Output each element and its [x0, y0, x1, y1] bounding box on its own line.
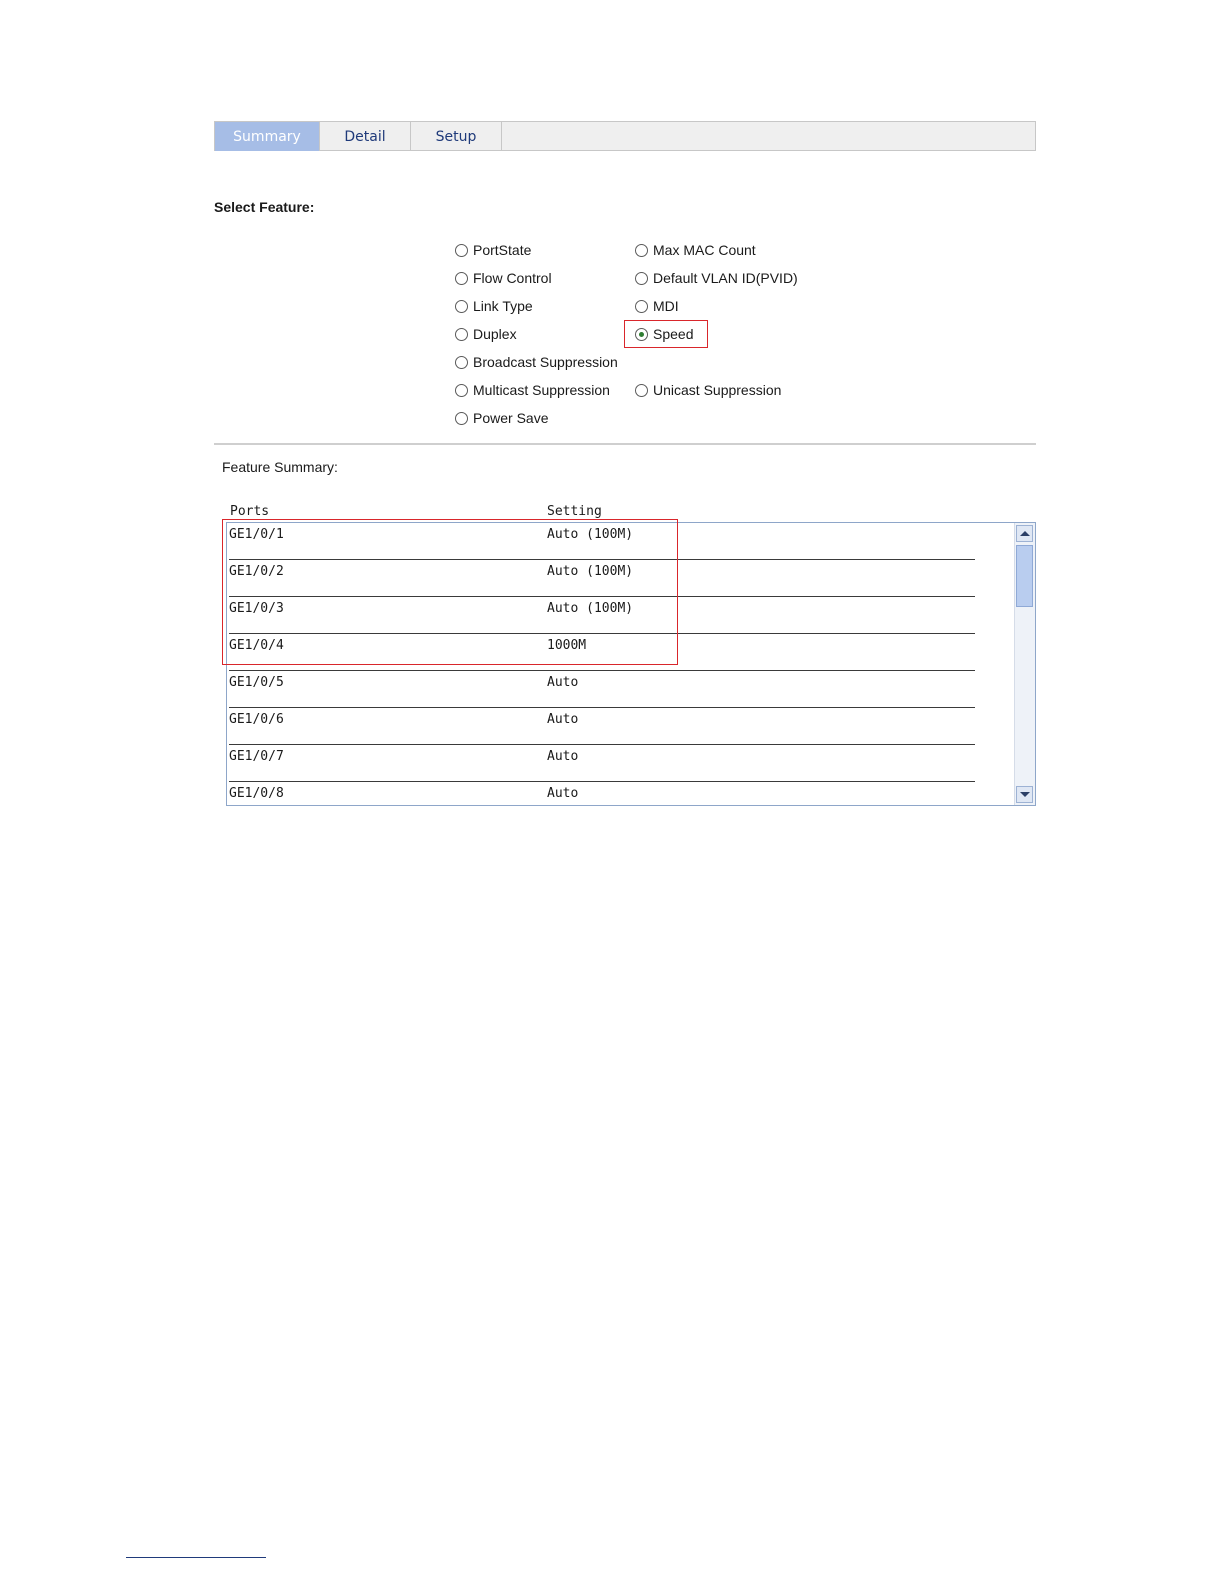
radio-label: PortState	[473, 242, 532, 258]
table-row	[229, 782, 975, 806]
radio-circle-icon	[635, 272, 648, 285]
port-cell: GE1/0/7	[229, 749, 284, 764]
port-cell: GE1/0/3	[229, 601, 284, 616]
table-row	[229, 671, 975, 708]
radio-circle-icon	[635, 300, 648, 313]
radio-circle-icon	[455, 300, 468, 313]
table-row	[229, 745, 975, 782]
radio-flow-control[interactable]	[455, 268, 552, 288]
section-divider	[214, 443, 1036, 445]
scroll-down-arrow-icon[interactable]	[1016, 786, 1033, 803]
radio-label: Link Type	[473, 298, 533, 314]
setting-cell: 1000M	[547, 638, 587, 653]
radio-label: MDI	[653, 298, 679, 314]
radio-max-mac-count[interactable]	[635, 240, 756, 260]
setting-cell: Auto (100M)	[547, 564, 634, 579]
radio-label: Broadcast Suppression	[473, 354, 618, 370]
radio-duplex[interactable]	[455, 324, 517, 344]
tab-detail[interactable]: Detail	[320, 122, 411, 151]
radio-power-save[interactable]	[455, 408, 548, 428]
feature-summary-label: Feature Summary:	[222, 459, 338, 475]
radio-label: Max MAC Count	[653, 242, 756, 258]
port-cell: GE1/0/2	[229, 564, 284, 579]
radio-circle-icon	[455, 412, 468, 425]
setting-cell: Auto	[547, 675, 579, 690]
rows-highlight-box	[222, 519, 678, 665]
radio-circle-icon	[455, 328, 468, 341]
setting-cell: Auto (100M)	[547, 601, 634, 616]
footer-rule	[126, 1557, 266, 1558]
vertical-scrollbar[interactable]	[1014, 523, 1035, 805]
radio-label: Default VLAN ID(PVID)	[653, 270, 798, 286]
tab-bar	[214, 121, 1036, 151]
radio-circle-icon	[455, 384, 468, 397]
radio-broadcast-suppression[interactable]	[455, 352, 618, 372]
table-row	[229, 708, 975, 745]
scroll-up-arrow-icon[interactable]	[1016, 525, 1033, 542]
column-header-ports: Ports	[230, 504, 270, 519]
radio-circle-icon	[455, 244, 468, 257]
radio-label: Duplex	[473, 326, 517, 342]
radio-label: Multicast Suppression	[473, 382, 610, 398]
column-header-setting: Setting	[547, 504, 602, 519]
radio-circle-icon	[635, 244, 648, 257]
radio-label: Power Save	[473, 410, 549, 426]
setting-cell: Auto	[547, 786, 579, 801]
port-cell: GE1/0/6	[229, 712, 284, 727]
radio-mdi[interactable]	[635, 296, 679, 316]
radio-circle-icon	[455, 272, 468, 285]
select-feature-label: Select Feature:	[214, 199, 315, 215]
radio-label: Speed	[653, 326, 694, 342]
radio-unicast-suppression[interactable]	[635, 380, 781, 400]
setting-cell: Auto	[547, 712, 579, 727]
scrollbar-thumb[interactable]	[1016, 545, 1033, 607]
port-cell: GE1/0/4	[229, 638, 284, 653]
radio-portstate[interactable]	[455, 240, 531, 260]
port-cell: GE1/0/1	[229, 527, 284, 542]
setting-cell: Auto (100M)	[547, 527, 634, 542]
radio-link-type[interactable]	[455, 296, 533, 316]
radio-multicast-suppression[interactable]	[455, 380, 610, 400]
setting-cell: Auto	[547, 749, 579, 764]
port-cell: GE1/0/8	[229, 786, 284, 801]
radio-circle-icon	[455, 356, 468, 369]
speed-highlight-box	[624, 320, 708, 348]
radio-label: Unicast Suppression	[653, 382, 782, 398]
radio-circle-icon	[635, 384, 648, 397]
tab-summary[interactable]: Summary	[215, 122, 320, 151]
tab-setup[interactable]: Setup	[411, 122, 502, 151]
port-cell: GE1/0/5	[229, 675, 284, 690]
radio-default-vlan[interactable]	[635, 268, 798, 288]
radio-label: Flow Control	[473, 270, 552, 286]
